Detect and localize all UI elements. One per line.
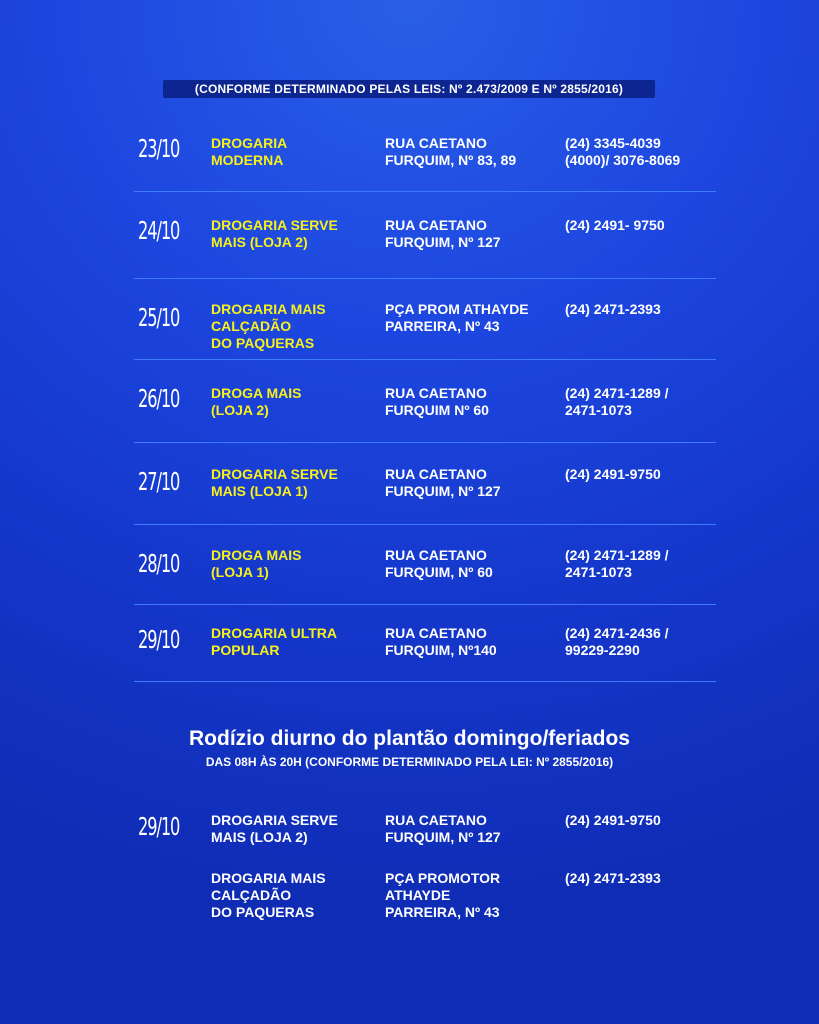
sunday-address-2: PÇA PROMOTOR ATHAYDE PARREIRA, Nº 43 bbox=[385, 870, 501, 920]
row-address: RUA CAETANO FURQUIM, Nº 60 bbox=[385, 547, 493, 580]
sunday-pharmacy-2: DROGARIA MAIS CALÇADÃO DO PAQUERAS bbox=[211, 870, 326, 920]
row-date: 27/10 bbox=[138, 467, 180, 496]
sunday-date: 29/10 bbox=[138, 812, 180, 841]
table-row bbox=[134, 443, 716, 525]
row-date: 26/10 bbox=[138, 384, 180, 413]
row-phone: (24) 2471-1289 / 2471-1073 bbox=[565, 547, 669, 580]
law-header: (CONFORME DETERMINADO PELAS LEIS: Nº 2.473/2009 E Nº 2855/2016) bbox=[163, 80, 655, 98]
row-address: RUA CAETANO FURQUIM, Nº 127 bbox=[385, 466, 501, 499]
sunday-section-title: Rodízio diurno do plantão domingo/feriados bbox=[189, 727, 630, 750]
row-phone: (24) 2491- 9750 bbox=[565, 217, 665, 233]
sunday-section-subtitle: DAS 08H ÀS 20H (CONFORME DETERMINADO PELA LEI: Nº 2855/2016) bbox=[205, 755, 614, 769]
row-phone: (24) 2471-2436 / 99229-2290 bbox=[565, 625, 669, 658]
table-row bbox=[134, 360, 716, 443]
row-phone: (24) 2491-9750 bbox=[565, 466, 661, 482]
schedule-table bbox=[134, 110, 716, 682]
sunday-pharmacy-1: DROGARIA SERVE MAIS (LOJA 2) bbox=[211, 812, 338, 845]
row-date: 25/10 bbox=[138, 303, 180, 332]
row-pharmacy: DROGARIA ULTRA POPULAR bbox=[211, 625, 337, 658]
row-pharmacy: DROGARIA MAIS CALÇADÃO DO PAQUERAS bbox=[211, 301, 326, 351]
row-address: PÇA PROM ATHAYDE PARREIRA, Nº 43 bbox=[385, 301, 529, 334]
row-pharmacy: DROGARIA SERVE MAIS (LOJA 1) bbox=[211, 466, 338, 499]
row-phone: (24) 2471-2393 bbox=[565, 301, 661, 317]
row-date: 28/10 bbox=[138, 549, 180, 578]
sunday-phone-1: (24) 2491-9750 bbox=[565, 812, 661, 828]
row-pharmacy: DROGA MAIS (LOJA 2) bbox=[211, 385, 302, 418]
row-pharmacy: DROGARIA SERVE MAIS (LOJA 2) bbox=[211, 217, 338, 250]
row-date: 23/10 bbox=[138, 134, 180, 163]
table-row bbox=[134, 279, 716, 360]
row-date: 29/10 bbox=[138, 625, 180, 654]
row-pharmacy: DROGA MAIS (LOJA 1) bbox=[211, 547, 302, 580]
row-pharmacy: DROGARIA MODERNA bbox=[211, 135, 288, 168]
row-phone: (24) 2471-1289 / 2471-1073 bbox=[565, 385, 669, 418]
table-row bbox=[134, 605, 716, 682]
sunday-phone-2: (24) 2471-2393 bbox=[565, 870, 661, 886]
row-date: 24/10 bbox=[138, 216, 180, 245]
sunday-address-1: RUA CAETANO FURQUIM, Nº 127 bbox=[385, 812, 501, 845]
table-row bbox=[134, 525, 716, 605]
row-address: RUA CAETANO FURQUIM Nº 60 bbox=[385, 385, 489, 418]
row-address: RUA CAETANO FURQUIM, Nº 83, 89 bbox=[385, 135, 517, 168]
table-row bbox=[134, 110, 716, 192]
row-address: RUA CAETANO FURQUIM, Nº140 bbox=[385, 625, 497, 658]
row-address: RUA CAETANO FURQUIM, Nº 127 bbox=[385, 217, 501, 250]
table-row bbox=[134, 192, 716, 279]
sunday-schedule bbox=[134, 808, 716, 948]
row-phone: (24) 3345-4039 (4000)/ 3076-8069 bbox=[565, 135, 681, 168]
